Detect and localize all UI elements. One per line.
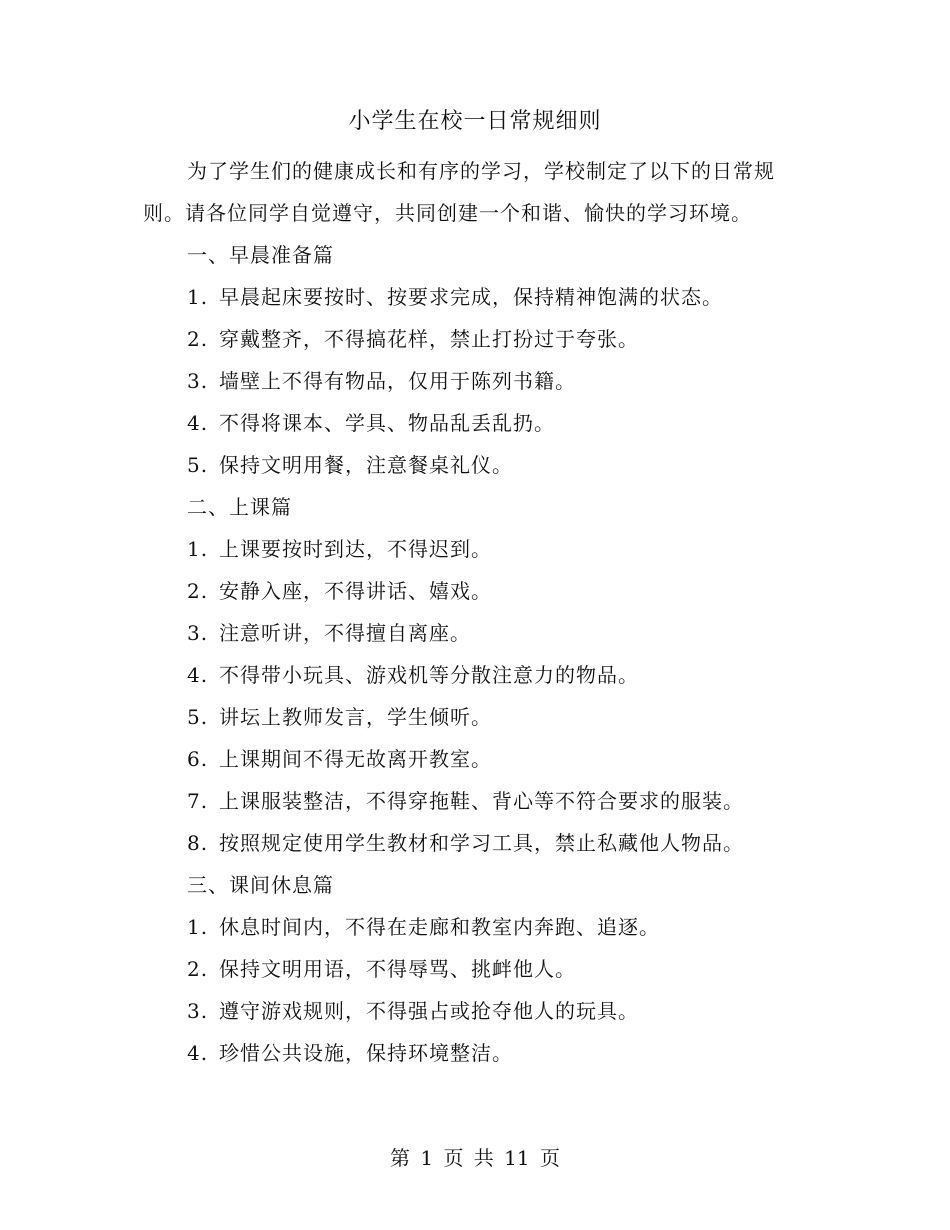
item-text: 上课要按时到达，不得迟到。 [219, 537, 492, 561]
item-number: 3. [187, 369, 209, 393]
item-text: 穿戴整齐，不得搞花样，禁止打扮过于夸张。 [219, 327, 639, 351]
section-heading-break: 三、课间休息篇 [187, 873, 334, 897]
item-number: 1. [187, 285, 209, 309]
section-heading-class: 二、上课篇 [187, 495, 292, 519]
item-number: 4. [187, 663, 209, 687]
item-text: 安静入座，不得讲话、嬉戏。 [219, 579, 492, 603]
intro-paragraph: 为了学生们的健康成长和有序的学习，学校制定了以下的日常规则。请各位同学自觉遵守，共同创建一个和谐、愉快的学习环境。 [143, 159, 775, 225]
item-text: 不得带小玩具、游戏机等分散注意力的物品。 [219, 663, 639, 687]
list-item [0, 318, 950, 360]
item-number: 3. [187, 999, 209, 1023]
item-text: 墙壁上不得有物品，仅用于陈列书籍。 [219, 369, 576, 393]
item-text: 注意听讲，不得擅自离座。 [219, 621, 471, 645]
item-number: 2. [187, 957, 209, 981]
list-item [0, 402, 950, 444]
item-number: 1. [187, 915, 209, 939]
page-number-footer: 第 1 页 共 11 页 [390, 1146, 560, 1170]
item-number: 5. [187, 453, 209, 477]
section-heading-morning: 一、早晨准备篇 [187, 243, 334, 267]
item-number: 1. [187, 537, 209, 561]
list-item [0, 780, 950, 822]
item-text: 保持文明用语，不得辱骂、挑衅他人。 [219, 957, 576, 981]
item-text: 上课期间不得无故离开教室。 [219, 747, 492, 771]
item-number: 8. [187, 831, 209, 855]
list-item [0, 360, 950, 402]
list-item [0, 612, 950, 654]
item-number: 4. [187, 411, 209, 435]
list-item [0, 822, 950, 864]
list-item [0, 276, 950, 318]
document-title: 小学生在校一日常规细则 [348, 109, 602, 134]
item-text: 按照规定使用学生教材和学习工具，禁止私藏他人物品。 [219, 831, 744, 855]
list-item [0, 444, 950, 486]
item-text: 早晨起床要按时、按要求完成，保持精神饱满的状态。 [219, 285, 723, 309]
list-item [0, 570, 950, 612]
item-number: 3. [187, 621, 209, 645]
document-body [0, 234, 950, 1074]
list-item [0, 1032, 950, 1074]
list-item [0, 906, 950, 948]
item-text: 休息时间内，不得在走廊和教室内奔跑、追逐。 [219, 915, 660, 939]
list-item [0, 738, 950, 780]
item-text: 遵守游戏规则，不得强占或抢夺他人的玩具。 [219, 999, 639, 1023]
list-item [0, 990, 950, 1032]
list-item [0, 654, 950, 696]
item-number: 6. [187, 747, 209, 771]
list-item [0, 528, 950, 570]
item-text: 珍惜公共设施，保持环境整洁。 [219, 1041, 513, 1065]
item-number: 5. [187, 705, 209, 729]
item-text: 保持文明用餐，注意餐桌礼仪。 [219, 453, 513, 477]
item-number: 2. [187, 579, 209, 603]
item-text: 讲坛上教师发言，学生倾听。 [219, 705, 492, 729]
item-text: 上课服装整洁，不得穿拖鞋、背心等不符合要求的服装。 [219, 789, 744, 813]
item-number: 2. [187, 327, 209, 351]
list-item [0, 948, 950, 990]
item-number: 4. [187, 1041, 209, 1065]
item-number: 7. [187, 789, 209, 813]
list-item [0, 696, 950, 738]
item-text: 不得将课本、学具、物品乱丢乱扔。 [219, 411, 555, 435]
